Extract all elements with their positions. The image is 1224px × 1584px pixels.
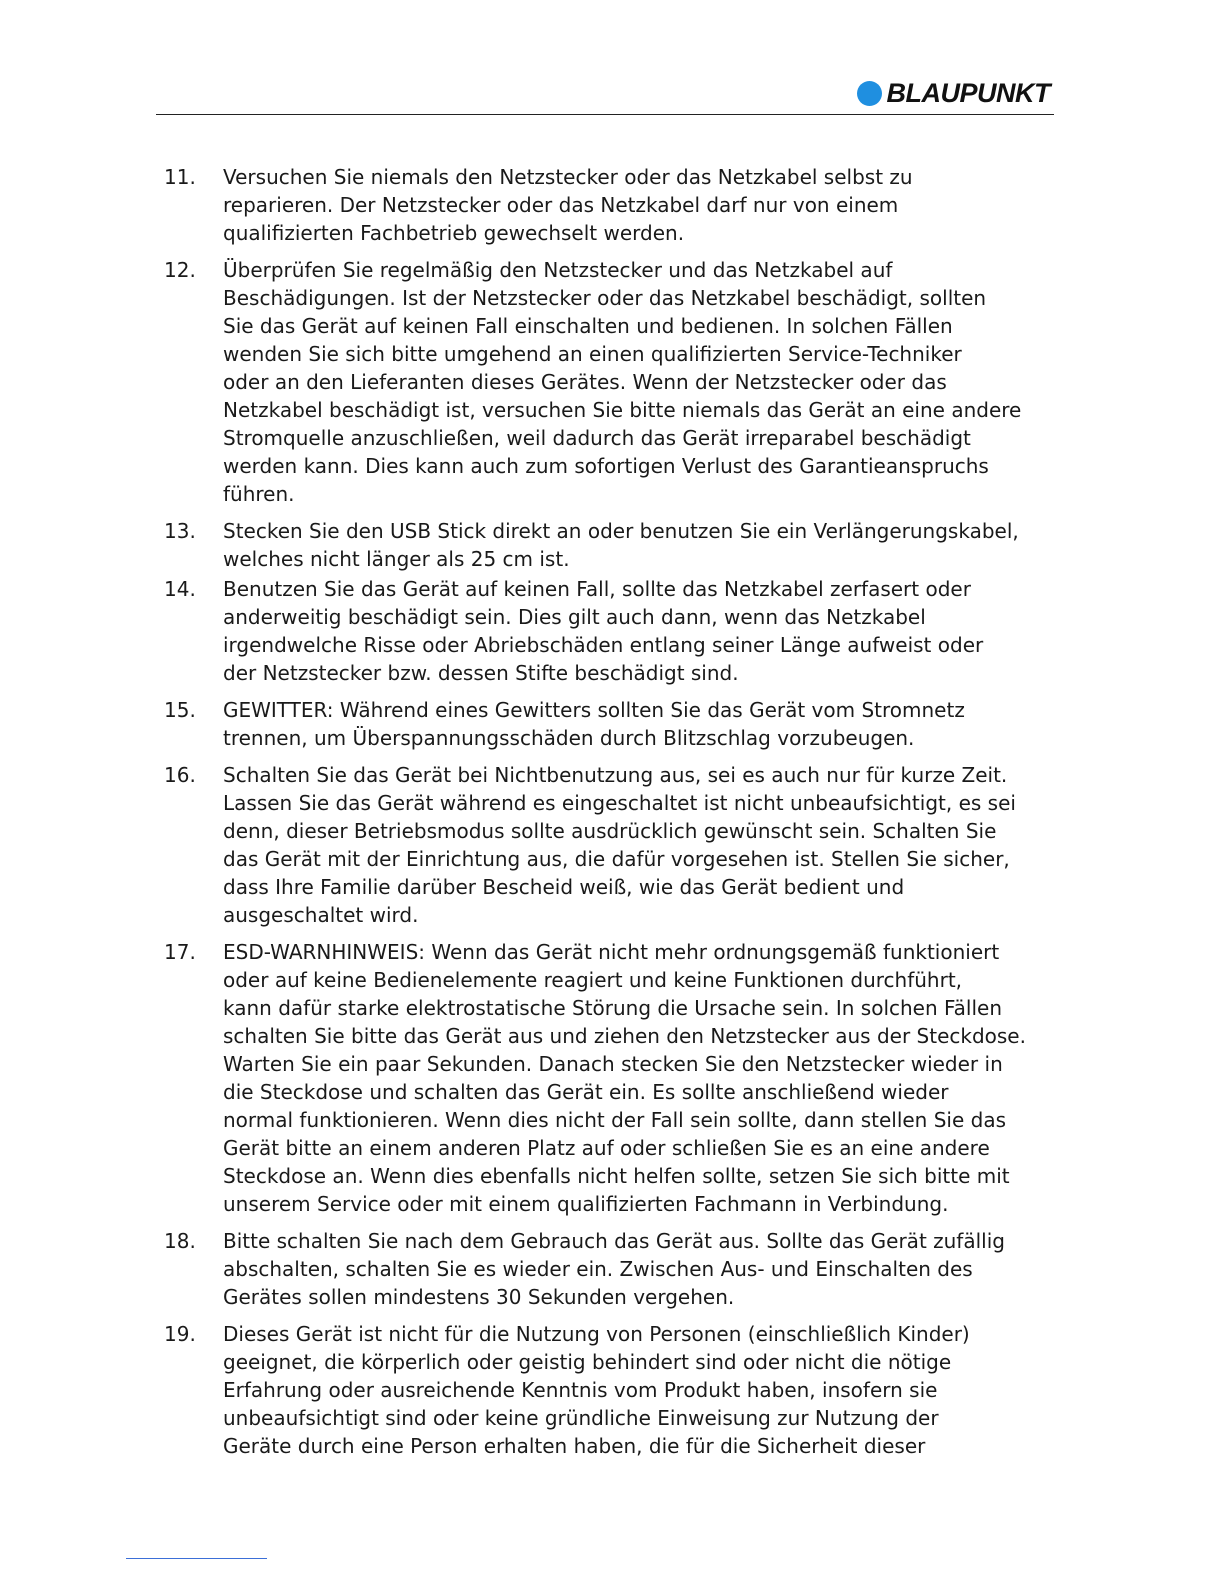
page-header xyxy=(156,74,1054,115)
text-line: Lassen Sie das Gerät während es eingeschaltet ist nicht unbeaufsichtigt, es sei xyxy=(223,791,1016,815)
item-number: 17. xyxy=(164,940,196,964)
text-line: das Gerät mit der Einrichtung aus, die dafür vorgesehen ist. Stellen Sie sicher, xyxy=(223,847,1010,871)
list-item-14 xyxy=(164,575,1084,687)
text-line: qualifizierten Fachbetrieb gewechselt werden. xyxy=(223,221,685,245)
item-text xyxy=(223,938,1081,1218)
text-line: Stromquelle anzuschließen, weil dadurch das Gerät irreparabel beschädigt xyxy=(223,426,971,450)
text-line: Warten Sie ein paar Sekunden. Danach stecken Sie den Netzstecker wieder in xyxy=(223,1052,1003,1076)
text-line: Benutzen Sie das Gerät auf keinen Fall, sollte das Netzkabel zerfasert oder xyxy=(223,577,971,601)
text-line: ausgeschaltet wird. xyxy=(223,903,419,927)
text-line: schalten Sie bitte das Gerät aus und ziehen den Netzstecker aus der Steckdose. xyxy=(223,1024,1026,1048)
text-line: geeignet, die körperlich oder geistig behindert sind oder nicht die nötige xyxy=(223,1350,952,1374)
text-line: oder an den Lieferanten dieses Gerätes. Wenn der Netzstecker oder das xyxy=(223,370,947,394)
text-line: Gerät bitte an einem anderen Platz auf oder schließen Sie es an eine andere xyxy=(223,1136,990,1160)
text-line: führen. xyxy=(223,482,295,506)
text-line: kann dafür starke elektrostatische Störung die Ursache sein. In solchen Fällen xyxy=(223,996,1003,1020)
text-line: Geräte durch eine Person erhalten haben, die für die Sicherheit dieser xyxy=(223,1434,926,1458)
text-line: Versuchen Sie niemals den Netzstecker oder das Netzkabel selbst zu xyxy=(223,165,913,189)
item-number: 18. xyxy=(164,1229,196,1253)
list-item-12 xyxy=(164,256,1084,508)
list-item-11 xyxy=(164,163,1084,247)
item-text xyxy=(223,1320,1081,1460)
item-text xyxy=(223,163,1081,247)
text-line: Beschädigungen. Ist der Netzstecker oder das Netzkabel beschädigt, sollten xyxy=(223,286,987,310)
text-line: Stecken Sie den USB Stick direkt an oder benutzen Sie ein Verlängerungskabel, xyxy=(223,519,1019,543)
item-text xyxy=(223,575,1081,687)
text-line: normal funktionieren. Wenn dies nicht der Fall sein sollte, dann stellen Sie das xyxy=(223,1108,1006,1132)
brand-name: BLAUPUNKT xyxy=(886,78,1050,108)
brand-dot-icon xyxy=(857,81,882,106)
text-line: Bitte schalten Sie nach dem Gebrauch das Gerät aus. Sollte das Gerät zufällig xyxy=(223,1229,1005,1253)
item-number: 13. xyxy=(164,519,196,543)
item-text xyxy=(223,256,1081,508)
list-item-18 xyxy=(164,1227,1084,1311)
text-line: unbeaufsichtigt sind oder keine gründliche Einweisung zur Nutzung der xyxy=(223,1406,939,1430)
item-number: 19. xyxy=(164,1322,196,1346)
item-text xyxy=(223,517,1081,573)
text-line: der Netzstecker bzw. dessen Stifte beschädigt sind. xyxy=(223,661,739,685)
text-line: Dieses Gerät ist nicht für die Nutzung von Personen (einschließlich Kinder) xyxy=(223,1322,970,1346)
text-line: anderweitig beschädigt sein. Dies gilt auch dann, wenn das Netzkabel xyxy=(223,605,926,629)
text-line: ESD-WARNHINWEIS: Wenn das Gerät nicht mehr ordnungsgemäß funktioniert xyxy=(223,940,1000,964)
text-line: denn, dieser Betriebsmodus sollte ausdrücklich gewünscht sein. Schalten Sie xyxy=(223,819,997,843)
text-line: trennen, um Überspannungsschäden durch Blitzschlag vorzubeugen. xyxy=(223,726,915,750)
text-line: werden kann. Dies kann auch zum sofortigen Verlust des Garantieanspruchs xyxy=(223,454,989,478)
item-number: 14. xyxy=(164,577,196,601)
text-line: welches nicht länger als 25 cm ist. xyxy=(223,547,570,571)
text-line: dass Ihre Familie darüber Bescheid weiß, wie das Gerät bedient und xyxy=(223,875,905,899)
text-line: die Steckdose und schalten das Gerät ein. Es sollte anschließend wieder xyxy=(223,1080,949,1104)
item-number: 12. xyxy=(164,258,196,282)
item-text xyxy=(223,1227,1081,1311)
text-line: Steckdose an. Wenn dies ebenfalls nicht helfen sollte, setzen Sie sich bitte mit xyxy=(223,1164,1010,1188)
list-item-15 xyxy=(164,696,1084,752)
text-line: Netzkabel beschädigt ist, versuchen Sie bitte niemals das Gerät an eine andere xyxy=(223,398,1022,422)
brand-logo xyxy=(857,78,1051,109)
text-line: reparieren. Der Netzstecker oder das Netzkabel darf nur von einem xyxy=(223,193,899,217)
text-line: irgendwelche Risse oder Abriebschäden entlang seiner Länge aufweist oder xyxy=(223,633,984,657)
item-number: 16. xyxy=(164,763,196,787)
text-line: GEWITTER: Während eines Gewitters sollten Sie das Gerät vom Stromnetz xyxy=(223,698,965,722)
item-text xyxy=(223,696,1081,752)
item-number: 11. xyxy=(164,165,196,189)
list-item-16 xyxy=(164,761,1084,929)
text-line: Erfahrung oder ausreichende Kenntnis vom Produkt haben, insofern sie xyxy=(223,1378,938,1402)
list-item-19 xyxy=(164,1320,1084,1460)
item-text xyxy=(223,761,1081,929)
list-item-17 xyxy=(164,938,1084,1218)
text-line: wenden Sie sich bitte umgehend an einen qualifizierten Service-Techniker xyxy=(223,342,962,366)
footnote-separator xyxy=(126,1558,267,1559)
text-line: Sie das Gerät auf keinen Fall einschalten und bedienen. In solchen Fällen xyxy=(223,314,953,338)
text-line: Gerätes sollen mindestens 30 Sekunden vergehen. xyxy=(223,1285,735,1309)
text-line: Überprüfen Sie regelmäßig den Netzstecker und das Netzkabel auf xyxy=(223,258,893,282)
item-number: 15. xyxy=(164,698,196,722)
text-line: oder auf keine Bedienelemente reagiert und keine Funktionen durchführt, xyxy=(223,968,963,992)
text-line: unserem Service oder mit einem qualifizierten Fachmann in Verbindung. xyxy=(223,1192,949,1216)
text-line: Schalten Sie das Gerät bei Nichtbenutzung aus, sei es auch nur für kurze Zeit. xyxy=(223,763,1008,787)
list-item-13 xyxy=(164,517,1084,573)
safety-instructions-list xyxy=(164,163,1084,1469)
text-line: abschalten, schalten Sie es wieder ein. Zwischen Aus- und Einschalten des xyxy=(223,1257,973,1281)
